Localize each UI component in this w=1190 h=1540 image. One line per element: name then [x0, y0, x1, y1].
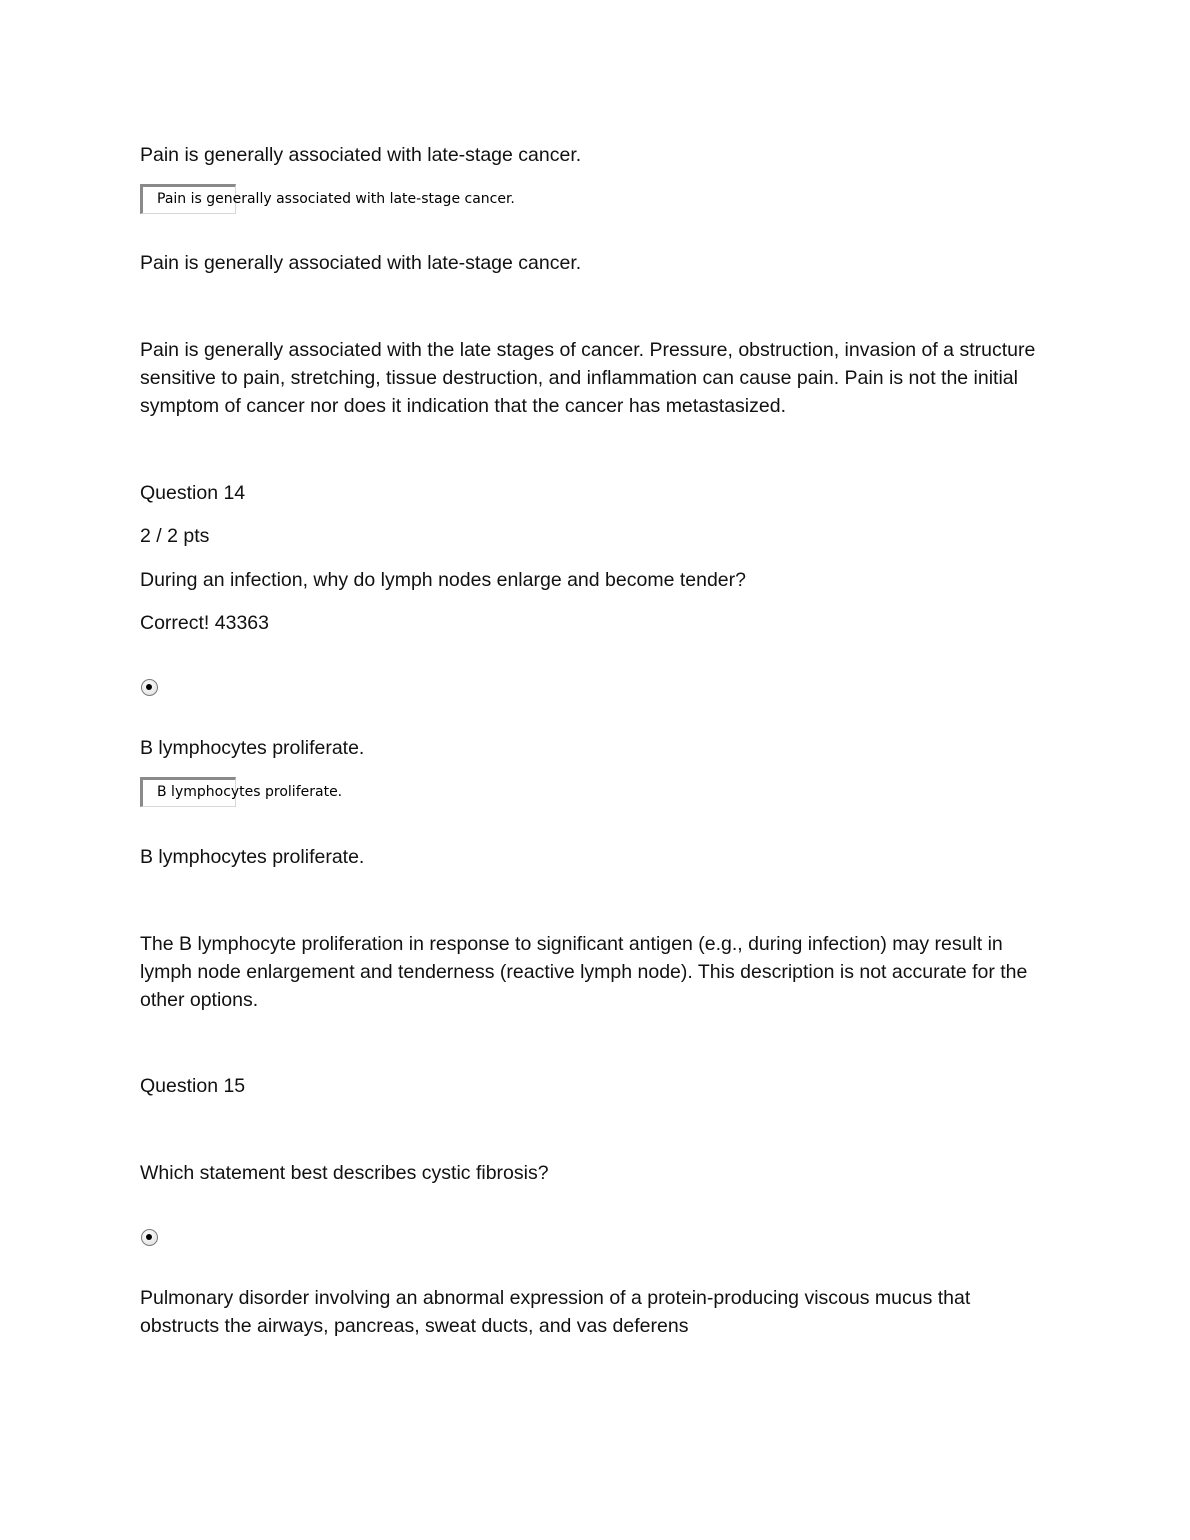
q14-radio-button[interactable]	[141, 679, 158, 696]
q13-answer-text-repeat: Pain is generally associated with late-stage cancer.	[140, 252, 582, 274]
q14-points: 2 / 2 pts	[140, 525, 210, 547]
q15-title: Question 15	[140, 1075, 246, 1097]
q13-explanation: Pain is generally associated with the late stages of cancer. Pressure, obstruction, invasion of a structure sensitive to pain, stretching, tissue destruction, and inflammation can cause pain. Pain is not the initial symptom of cancer nor does it indication that the cancer has metastasized.	[140, 339, 1036, 417]
q14-answer-text-repeat: B lymphocytes proliferate.	[140, 846, 365, 868]
radio-selected-dot	[146, 1234, 152, 1240]
q14-prompt: During an infection, why do lymph nodes enlarge and become tender?	[140, 569, 746, 591]
q14-answer-input[interactable]: B lymphocytes proliferate.	[140, 777, 236, 807]
q14-explanation: The B lymphocyte proliferation in response to significant antigen (e.g., during infection) may result in lymph node enlargement and tenderness (reactive lymph node). This description is not accurate for the other options.	[140, 933, 1028, 1011]
q15-radio-button[interactable]	[141, 1229, 158, 1246]
q15-answer-text: Pulmonary disorder involving an abnormal expression of a protein-producing viscous mucus that obstructs the airways, pancreas, sweat ducts, and vas deferens	[140, 1287, 971, 1337]
radio-selected-dot	[146, 684, 152, 690]
q14-answer-text: B lymphocytes proliferate.	[140, 737, 365, 759]
q15-prompt: Which statement best describes cystic fibrosis?	[140, 1162, 549, 1184]
q14-title: Question 14	[140, 482, 246, 504]
q14-result: Correct! 43363	[140, 612, 269, 634]
q13-answer-text: Pain is generally associated with late-stage cancer.	[140, 144, 582, 166]
q13-answer-input[interactable]: Pain is generally associated with late-stage cancer.	[140, 184, 236, 214]
